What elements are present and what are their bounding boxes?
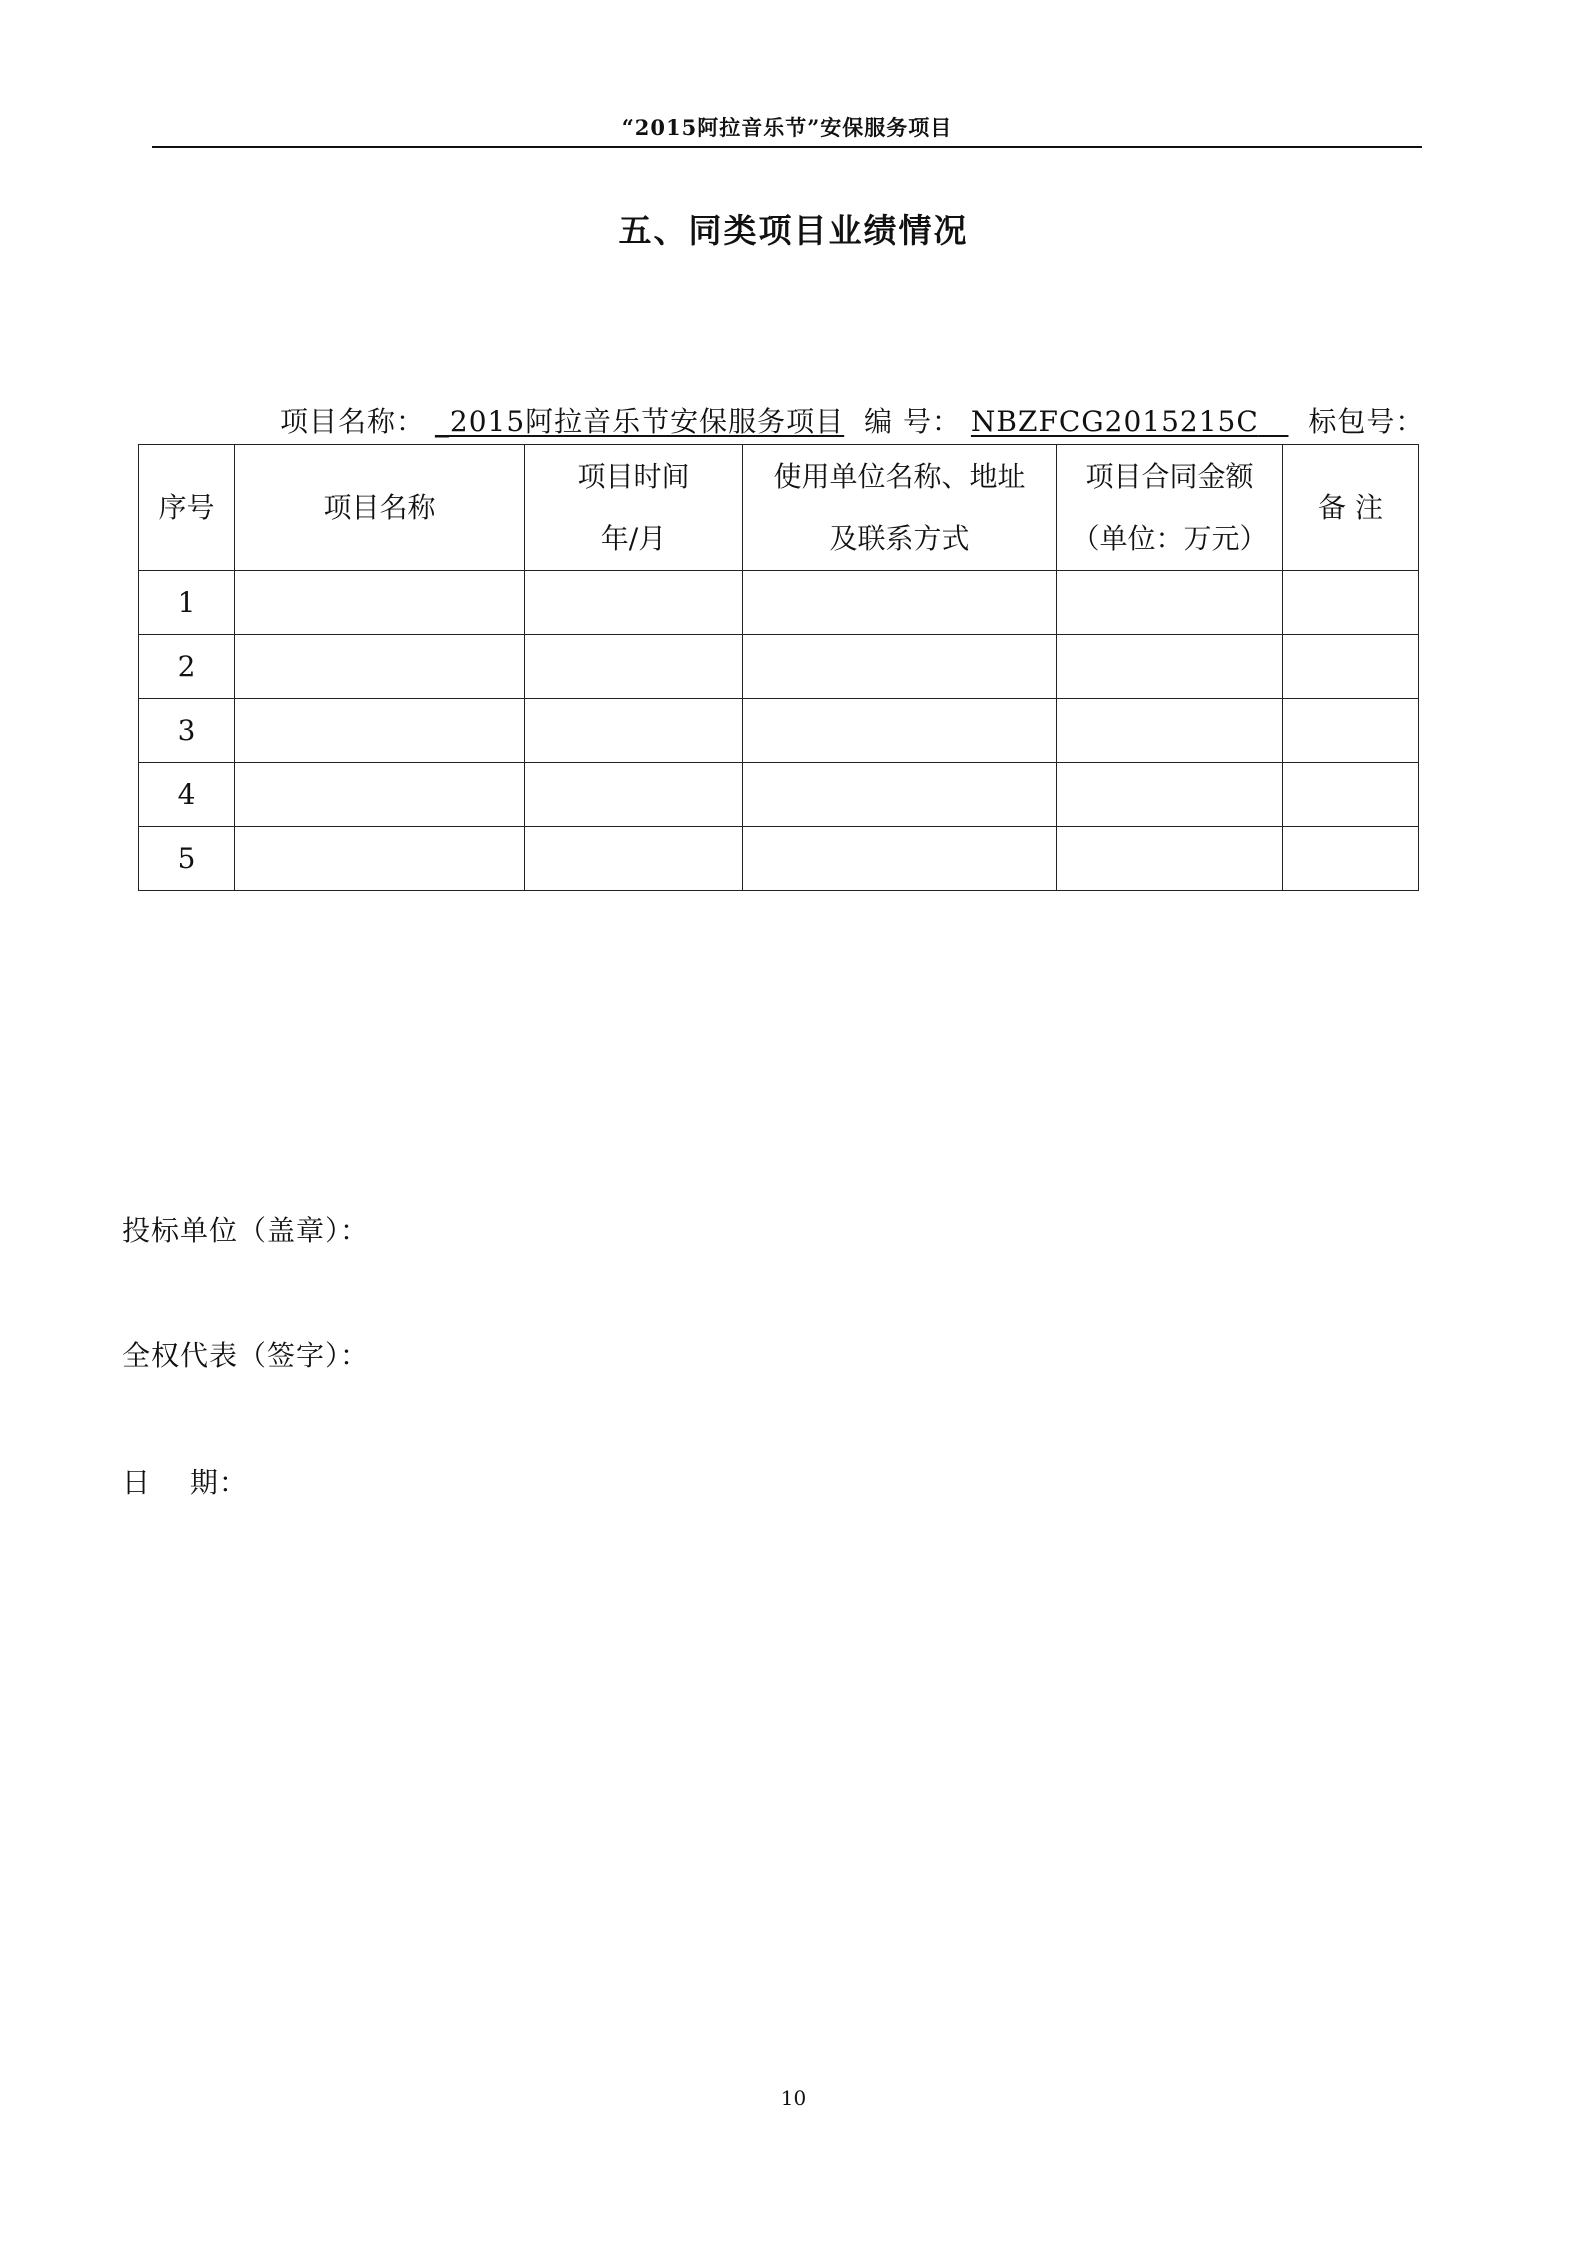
running-header: “2015阿拉音乐节”安保服务项目 bbox=[621, 115, 953, 140]
row-number-cell: 5 bbox=[139, 827, 235, 891]
contract-amount-cell[interactable] bbox=[1057, 635, 1283, 699]
table-row bbox=[139, 763, 1419, 827]
project-info-line bbox=[280, 400, 1424, 440]
client-info-cell[interactable] bbox=[743, 763, 1057, 827]
project-time-cell[interactable] bbox=[525, 763, 743, 827]
col-header-client-info: 使用单位名称、地址 及联系方式 bbox=[743, 445, 1057, 571]
col-header-contract-amount: 项目合同金额 （单位：万元） bbox=[1057, 445, 1283, 571]
table-row bbox=[139, 699, 1419, 763]
client-info-cell[interactable] bbox=[743, 571, 1057, 635]
package-number-label: 标包号： bbox=[1308, 405, 1425, 438]
project-time-cell[interactable] bbox=[525, 571, 743, 635]
project-name-cell[interactable] bbox=[235, 635, 525, 699]
table-row bbox=[139, 571, 1419, 635]
contract-amount-cell[interactable] bbox=[1057, 763, 1283, 827]
project-code-label: 编 号： bbox=[864, 405, 961, 438]
row-number-cell: 4 bbox=[139, 763, 235, 827]
remark-cell[interactable] bbox=[1283, 699, 1419, 763]
project-time-cell[interactable] bbox=[525, 699, 743, 763]
col-header-project-name: 项目名称 bbox=[235, 445, 525, 571]
project-name-cell[interactable] bbox=[235, 763, 525, 827]
client-info-cell[interactable] bbox=[743, 699, 1057, 763]
project-code-blank bbox=[1259, 405, 1289, 438]
remark-cell[interactable] bbox=[1283, 827, 1419, 891]
client-info-cell[interactable] bbox=[743, 635, 1057, 699]
contract-amount-cell[interactable] bbox=[1057, 571, 1283, 635]
date-line: 日 期： bbox=[122, 1466, 248, 1499]
project-time-cell[interactable] bbox=[525, 827, 743, 891]
project-name-cell[interactable] bbox=[235, 571, 525, 635]
row-number-cell: 3 bbox=[139, 699, 235, 763]
col-header-remark: 备 注 bbox=[1283, 445, 1419, 571]
remark-cell[interactable] bbox=[1283, 571, 1419, 635]
bidder-seal-line: 投标单位（盖章）： bbox=[122, 1214, 370, 1247]
project-code-value: NBZFCG2015215C bbox=[970, 405, 1259, 438]
project-name-label: 项目名称： bbox=[280, 405, 426, 438]
project-name-value: _2015阿拉音乐节安保服务项目 bbox=[434, 405, 845, 438]
page-number: 10 bbox=[780, 2086, 807, 2110]
contract-amount-cell[interactable] bbox=[1057, 699, 1283, 763]
table-header-row bbox=[139, 445, 1419, 571]
col-header-no: 序号 bbox=[139, 445, 235, 571]
row-number-cell: 2 bbox=[139, 635, 235, 699]
client-info-cell[interactable] bbox=[743, 827, 1057, 891]
representative-signature-line: 全权代表（签字）： bbox=[122, 1339, 370, 1372]
col-header-project-time: 项目时间 年/月 bbox=[525, 445, 743, 571]
contract-amount-cell[interactable] bbox=[1057, 827, 1283, 891]
table-row bbox=[139, 827, 1419, 891]
remark-cell[interactable] bbox=[1283, 763, 1419, 827]
project-time-cell[interactable] bbox=[525, 635, 743, 699]
performance-table bbox=[138, 444, 1419, 891]
project-name-cell[interactable] bbox=[235, 827, 525, 891]
row-number-cell: 1 bbox=[139, 571, 235, 635]
header-rule bbox=[152, 146, 1422, 148]
table-row bbox=[139, 635, 1419, 699]
section-title: 五、同类项目业绩情况 bbox=[618, 211, 969, 250]
project-name-cell[interactable] bbox=[235, 699, 525, 763]
remark-cell[interactable] bbox=[1283, 635, 1419, 699]
